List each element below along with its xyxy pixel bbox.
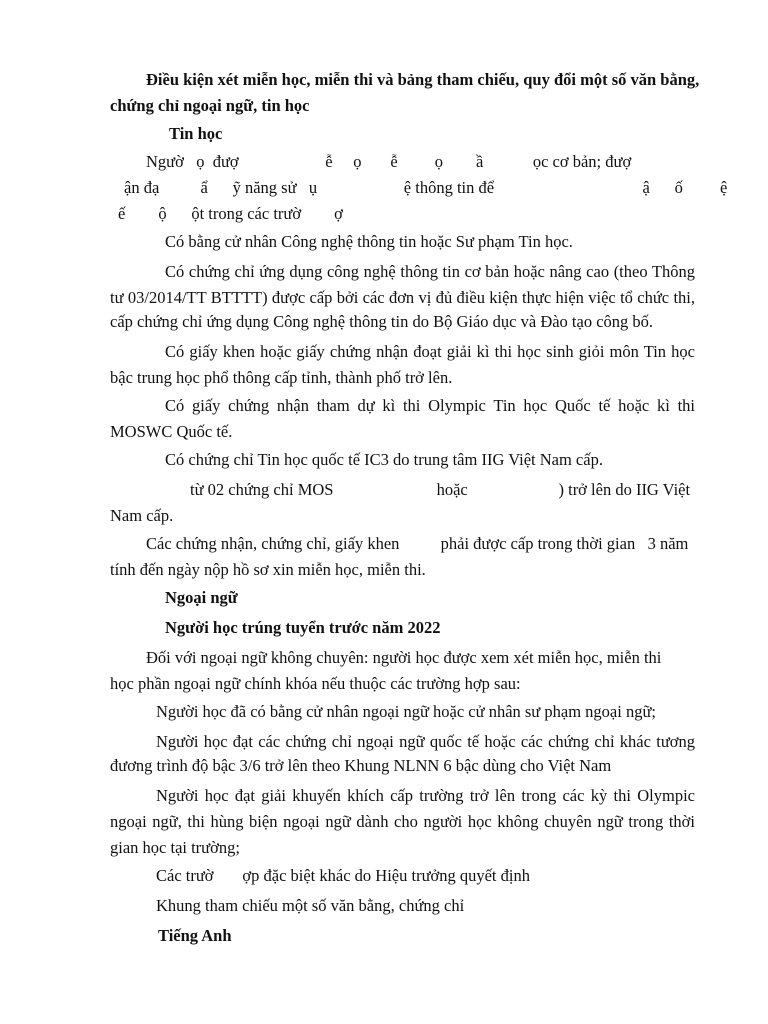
ngoai-ngu-intro-line2: học phần ngoại ngữ chính khóa nếu thuộc các trường hợp sau:: [110, 674, 521, 693]
ngoai-ngu-item-3-line1: Người học đạt giải khuyến khích cấp trường trở lên trong các kỳ thi Olympic: [156, 786, 695, 805]
ngoai-ngu-item-1: Người học đã có bằng cử nhân ngoại ngữ hoặc cử nhân sư phạm ngoại ngữ;: [156, 702, 656, 721]
ngoai-ngu-item-5: Khung tham chiếu một số văn bằng, chứng chỉ: [156, 896, 465, 915]
document-title-line1: Điều kiện xét miễn học, miễn thi và bảng tham chiếu, quy đổi một số văn bằng,: [146, 70, 700, 89]
tin-hoc-note-line1: Các chứng nhận, chứng chỉ, giấy khen phải được cấp trong thời gian 3 năm: [146, 534, 689, 553]
ngoai-ngu-subheading: Người học trúng tuyển trước năm 2022: [165, 618, 441, 637]
document-title-line2: chứng chỉ ngoại ngữ, tin học: [110, 96, 310, 115]
english-heading: Tiếng Anh: [158, 926, 232, 945]
ngoai-ngu-item-3-line2: ngoại ngữ, thi hùng biện ngoại ngữ dành cho người học không chuyên ngữ trong thời: [110, 812, 695, 831]
tin-hoc-note-line2: tính đến ngày nộp hồ sơ xin miễn học, miễn thi.: [110, 560, 426, 579]
tin-hoc-item-5: Có chứng chỉ Tin học quốc tế IC3 do trung tâm IIG Việt Nam cấp.: [165, 450, 603, 469]
tin-hoc-intro-line1: Ngườ ọ đượ ễ ọ ễ ọ ầ ọc cơ bản; đượ: [146, 152, 632, 171]
section-heading-tin-hoc: Tin học: [169, 124, 223, 143]
ngoai-ngu-item-2-line1: Người học đạt các chứng chỉ ngoại ngữ quốc tế hoặc các chứng chỉ khác tương: [156, 732, 695, 751]
tin-hoc-intro-line3: ế ộ ột trong các trườ ợ: [118, 204, 343, 223]
tin-hoc-item-6-line2: Nam cấp.: [110, 506, 174, 525]
ngoai-ngu-item-3-line3: gian học tại trường;: [110, 838, 240, 857]
tin-hoc-item-4-line1: Có giấy chứng nhận tham dự kì thi Olympic Tin học Quốc tế hoặc kì thi: [165, 396, 695, 415]
ngoai-ngu-intro-line1: Đối với ngoại ngữ không chuyên: người học được xem xét miễn học, miễn thi: [146, 648, 662, 667]
tin-hoc-item-2-line2: tư 03/2014/TT BTTTT) được cấp bởi các đơn vị đủ điều kiện thực hiện việc tổ chức thi,: [110, 288, 695, 307]
tin-hoc-item-4-line2: MOSWC Quốc tế.: [110, 422, 233, 441]
tin-hoc-intro-line2: ận đạ ẩ ỹ năng sử ụ ệ thông tin để ậ ố ệ: [124, 178, 728, 197]
section-heading-ngoai-ngu: Ngoại ngữ: [165, 588, 238, 607]
tin-hoc-item-3-line1: Có giấy khen hoặc giấy chứng nhận đoạt giải kì thi học sinh giỏi môn Tin học: [165, 342, 695, 361]
ngoai-ngu-item-2-line2: đương trình độ bậc 3/6 trở lên theo Khung NLNN 6 bậc dùng cho Việt Nam: [110, 756, 612, 775]
tin-hoc-item-3-line2: bậc trung học phổ thông cấp tỉnh, thành phố trở lên.: [110, 368, 453, 387]
ngoai-ngu-item-4: Các trườ ợp đặc biệt khác do Hiệu trưởng quyết định: [156, 866, 530, 885]
tin-hoc-item-1: Có bằng cử nhân Công nghệ thông tin hoặc Sư phạm Tin học.: [165, 232, 573, 251]
tin-hoc-item-2-line1: Có chứng chỉ ứng dụng công nghệ thông tin cơ bản hoặc nâng cao (theo Thông: [165, 262, 695, 281]
tin-hoc-item-6-line1: từ 02 chứng chỉ MOS hoặc ) trở lên do IIG Việt: [190, 480, 691, 499]
tin-hoc-item-2-line3: cấp chứng chỉ ứng dụng Công nghệ thông tin do Bộ Giáo dục và Đào tạo công bố.: [110, 312, 654, 331]
